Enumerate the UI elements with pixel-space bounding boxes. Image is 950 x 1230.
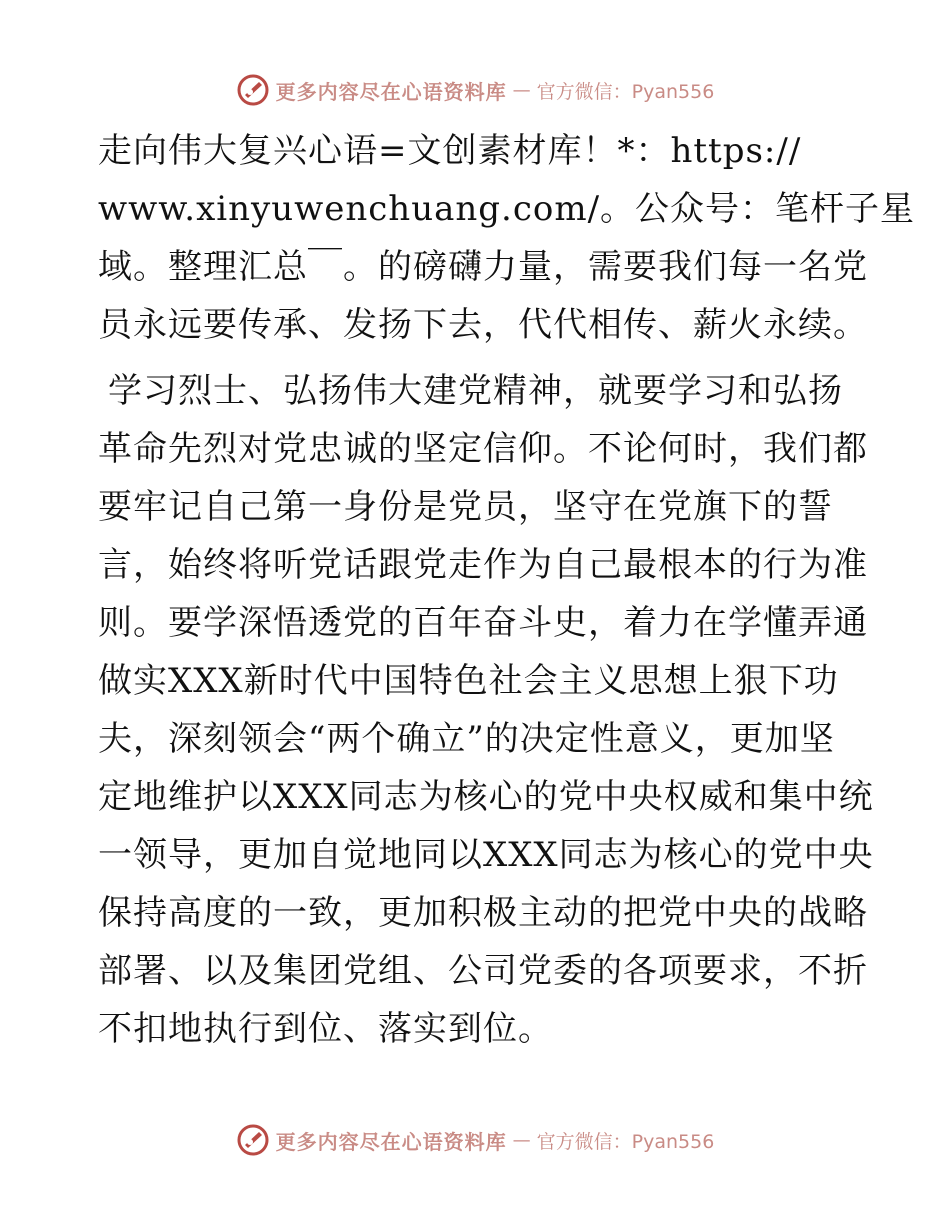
banner-title: 更多内容尽在心语资料库 [275,79,507,104]
text-line: 则。要学深悟透党的百年奋斗史，着力在学懂弄通 [98,603,868,643]
text-line: 夫，深刻领会“两个确立”的决定性意义，更加坚 [98,719,835,759]
text-line: 要牢记自己第一身份是党员，坚守在党旗下的誓 [98,487,833,527]
text-line: 学习烈士、弘扬伟大建党精神，就要学习和弘扬 [108,371,843,411]
text-line: 不扣地执行到位、落实到位。 [98,1009,553,1049]
text-line: 做实XXX新时代中国特色社会主义思想上狠下功 [98,661,839,701]
text-line: 一领导，更加自觉地同以XXX同志为核心的党中央 [98,835,874,875]
banner-contact: 官方微信：Pyan556 [536,80,715,103]
text-line: 走向伟大复兴心语=文创素材库！*：https:// [98,131,802,171]
document-body [98,122,916,1058]
banner-separator: — [512,79,531,101]
footer-banner [0,1120,950,1160]
banner-separator: — [512,1129,531,1151]
paragraph-2 [98,362,874,1058]
paragraph-1 [98,122,916,354]
text-line: 言，始终将听党话跟党走作为自己最根本的行为准 [98,545,868,585]
text-line: 革命先烈对党忠诚的坚定信仰。不论何时，我们都 [98,429,868,469]
banner-contact: 官方微信：Pyan556 [536,1130,715,1153]
text-line: 部署、以及集团党组、公司党委的各项要求，不折 [98,951,868,991]
xinyu-logo-icon [236,73,270,107]
banner-title: 更多内容尽在心语资料库 [275,1129,507,1154]
header-banner [0,70,950,110]
text-line: 定地维护以XXX同志为核心的党中央权威和集中统 [98,777,874,817]
text-line: www.xinyuwenchuang.com/。公众号：笔杆子星 [98,189,916,229]
text-line: 保持高度的一致，更加积极主动的把党中央的战略 [98,893,868,933]
text-line: 域。整理汇总￣。的磅礴力量，需要我们每一名党 [98,247,868,287]
text-line: 员永远要传承、发扬下去，代代相传、薪火永续。 [98,305,868,345]
xinyu-logo-icon [236,1123,270,1157]
